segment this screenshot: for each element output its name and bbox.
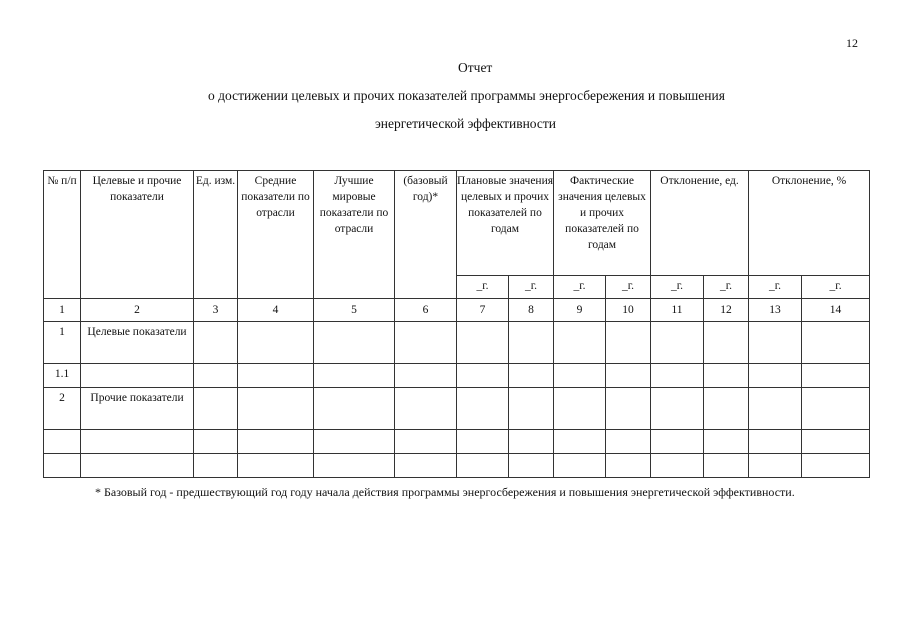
header-best-world: Лучшие мировые показатели по отрасли xyxy=(314,171,395,299)
column-number: 11 xyxy=(651,299,704,322)
title-line-2: о достижении целевых и прочих показателей программы энергосбережения и повышения xyxy=(208,88,725,103)
column-number: 4 xyxy=(238,299,314,322)
row-number: 1 xyxy=(44,322,81,364)
header-deviation-units: Отклонение, ед. xyxy=(651,171,749,276)
footnote: * Базовый год - предшествующий год году начала действия программы энергосбережения и повышения энергетической эффективности. xyxy=(95,485,795,499)
year-cell: _г. xyxy=(606,276,651,299)
row-label xyxy=(81,430,194,454)
column-number: 5 xyxy=(314,299,395,322)
table-row xyxy=(44,430,870,454)
header-avg-industry: Средние показатели по отрасли xyxy=(238,171,314,299)
table-row xyxy=(44,364,870,388)
row-label: Целевые показатели xyxy=(81,322,194,364)
row-number xyxy=(44,454,81,478)
year-cell: _г. xyxy=(651,276,704,299)
column-number-row xyxy=(44,299,870,322)
column-number: 9 xyxy=(554,299,606,322)
column-number: 8 xyxy=(509,299,554,322)
table-row xyxy=(44,454,870,478)
row-label xyxy=(81,454,194,478)
header-actual: Фактические значения целевых и прочих показателей по годам xyxy=(554,171,651,276)
header-indicators: Целевые и прочие показатели xyxy=(81,171,194,299)
year-cell: _г. xyxy=(509,276,554,299)
table-row xyxy=(44,388,870,430)
table-row xyxy=(44,322,870,364)
year-cell: _г. xyxy=(554,276,606,299)
header-unit: Ед. изм. xyxy=(194,171,238,299)
column-number: 14 xyxy=(802,299,870,322)
column-number: 1 xyxy=(44,299,81,322)
column-number: 3 xyxy=(194,299,238,322)
title-line-1: Отчет xyxy=(458,60,493,75)
column-number: 7 xyxy=(457,299,509,322)
title-line-3: энергетической эффективности xyxy=(375,116,556,131)
header-base-year: (базовый год)* xyxy=(395,171,457,299)
year-cell: _г. xyxy=(802,276,870,299)
year-cell: _г. xyxy=(749,276,802,299)
year-cell: _г. xyxy=(704,276,749,299)
report-table xyxy=(43,170,870,478)
row-label xyxy=(81,364,194,388)
row-number: 2 xyxy=(44,388,81,430)
column-number: 2 xyxy=(81,299,194,322)
header-num: № п/п xyxy=(44,171,81,299)
header-deviation-percent: Отклонение, % xyxy=(749,171,870,276)
column-number: 12 xyxy=(704,299,749,322)
column-number: 13 xyxy=(749,299,802,322)
row-label: Прочие показатели xyxy=(81,388,194,430)
column-number: 10 xyxy=(606,299,651,322)
column-number: 6 xyxy=(395,299,457,322)
row-number: 1.1 xyxy=(44,364,81,388)
row-number xyxy=(44,430,81,454)
page-number: 12 xyxy=(846,36,858,50)
header-planned: Плановые значения целевых и прочих показателей по годам xyxy=(457,171,554,276)
year-cell: _г. xyxy=(457,276,509,299)
